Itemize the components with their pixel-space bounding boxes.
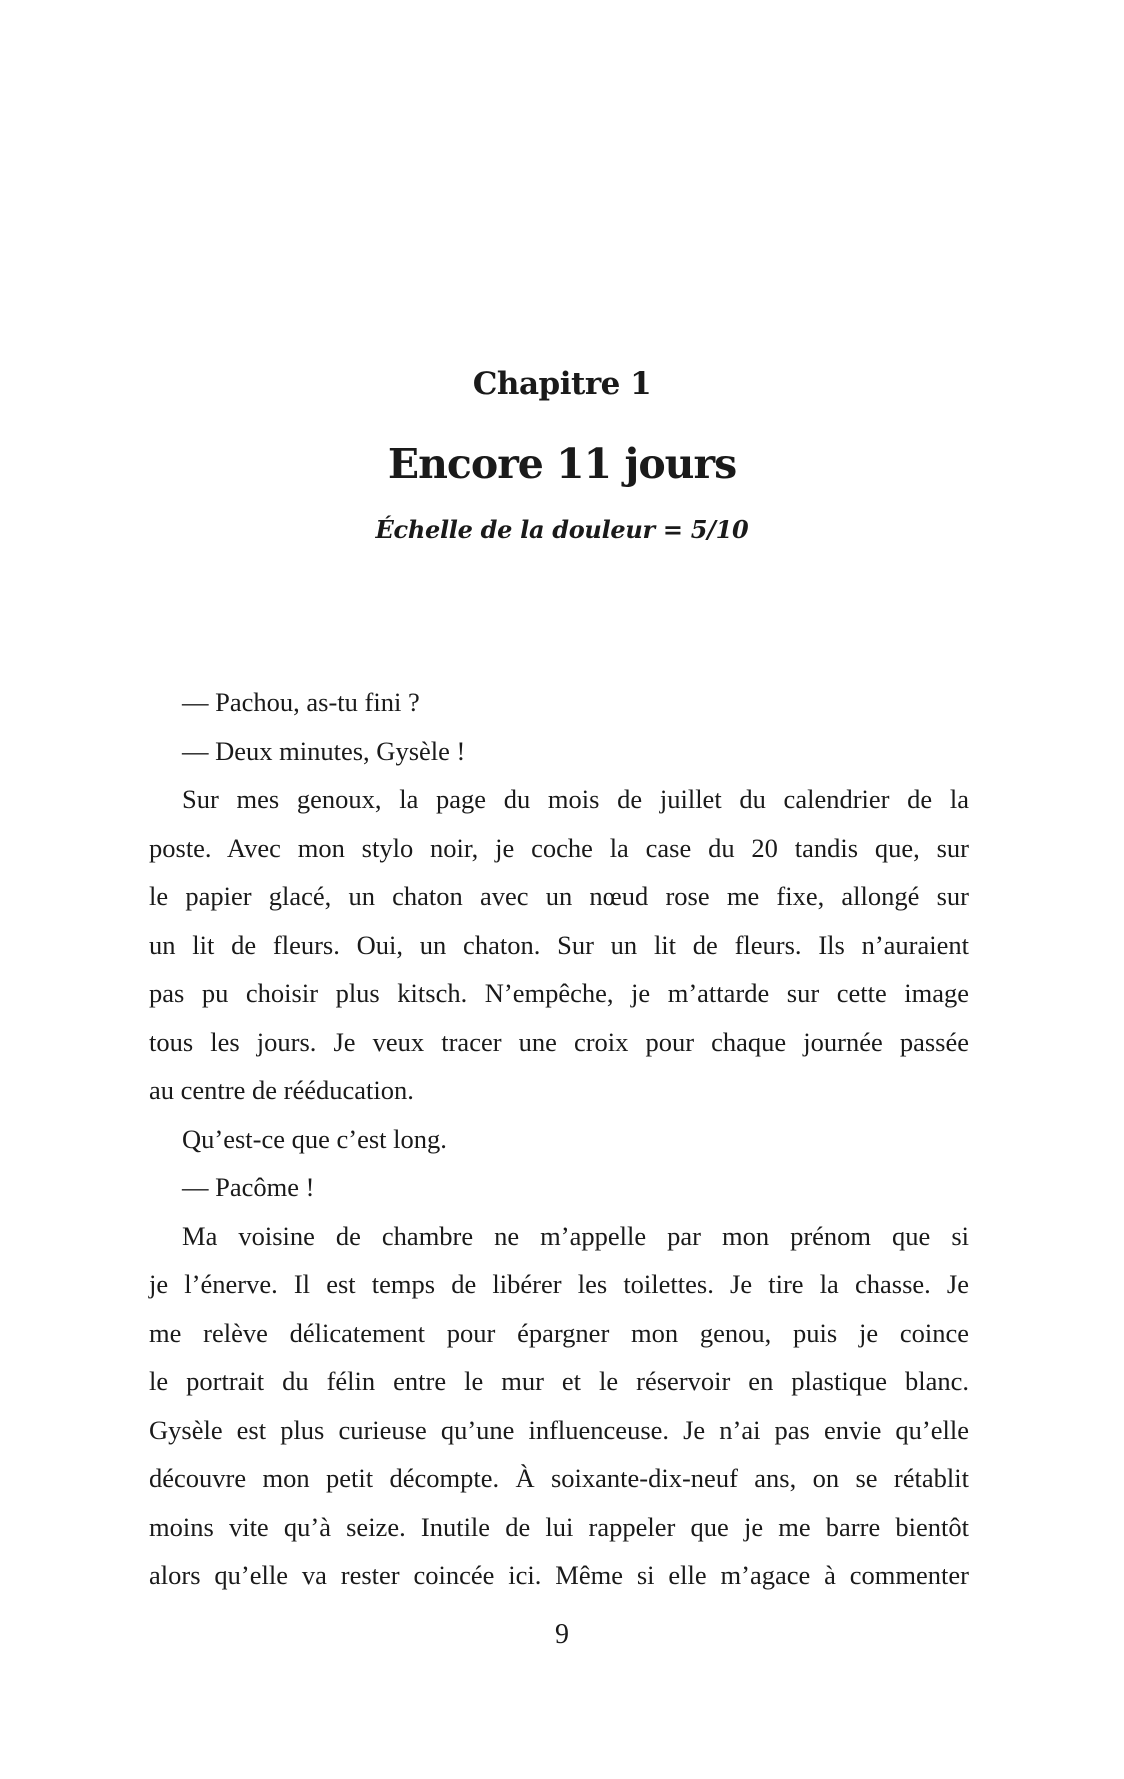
body-text bbox=[149, 678, 969, 1600]
text-line: Gysèle est plus curieuse qu’une influenceuse. Je n’ai pas envie qu’elle bbox=[149, 1414, 969, 1445]
text-line: tous les jours. Je veux tracer une croix pour chaque journée passée bbox=[149, 1026, 969, 1057]
text-line: Sur mes genoux, la page du mois de juillet du calendrier de la bbox=[182, 784, 969, 814]
text-line: me relève délicatement pour épargner mon genou, puis je coince bbox=[149, 1317, 969, 1348]
chapter-subtitle: Échelle de la douleur = 5/10 bbox=[375, 515, 749, 544]
chapter-title: Encore 11 jours bbox=[387, 440, 737, 488]
text-line: Ma voisine de chambre ne m’appelle par mon prénom que si bbox=[182, 1220, 969, 1251]
text-line: le portrait du félin entre le mur et le réservoir en plastique blanc. bbox=[149, 1366, 969, 1396]
text-line: moins vite qu’à seize. Inutile de lui rappeler que je me barre bientôt bbox=[149, 1511, 969, 1542]
text-line: — Deux minutes, Gysèle ! bbox=[182, 735, 466, 766]
text-line: Qu’est-ce que c’est long. bbox=[182, 1123, 447, 1154]
text-line: — Pacôme ! bbox=[182, 1172, 315, 1202]
text-line: pas pu choisir plus kitsch. N’empêche, je m’attarde sur cette image bbox=[149, 978, 969, 1008]
text-line: un lit de fleurs. Oui, un chaton. Sur un lit de fleurs. Ils n’auraient bbox=[149, 929, 969, 960]
text-line: le papier glacé, un chaton avec un nœud rose me fixe, allongé sur bbox=[149, 881, 969, 911]
text-line: alors qu’elle va rester coincée ici. Même si elle m’agace à commenter bbox=[149, 1560, 969, 1590]
text-line: au centre de rééducation. bbox=[149, 1075, 414, 1105]
text-line: poste. Avec mon stylo noir, je coche la case du 20 tandis que, sur bbox=[149, 832, 969, 863]
text-line: découvre mon petit décompte. À soixante-dix-neuf ans, on se rétablit bbox=[149, 1463, 969, 1493]
chapter-label: Chapitre 1 bbox=[472, 366, 652, 402]
text-line: je l’énerve. Il est temps de libérer les toilettes. Je tire la chasse. Je bbox=[149, 1269, 969, 1299]
text-line: — Pachou, as-tu fini ? bbox=[182, 687, 420, 717]
page-number: 9 bbox=[555, 1619, 569, 1650]
